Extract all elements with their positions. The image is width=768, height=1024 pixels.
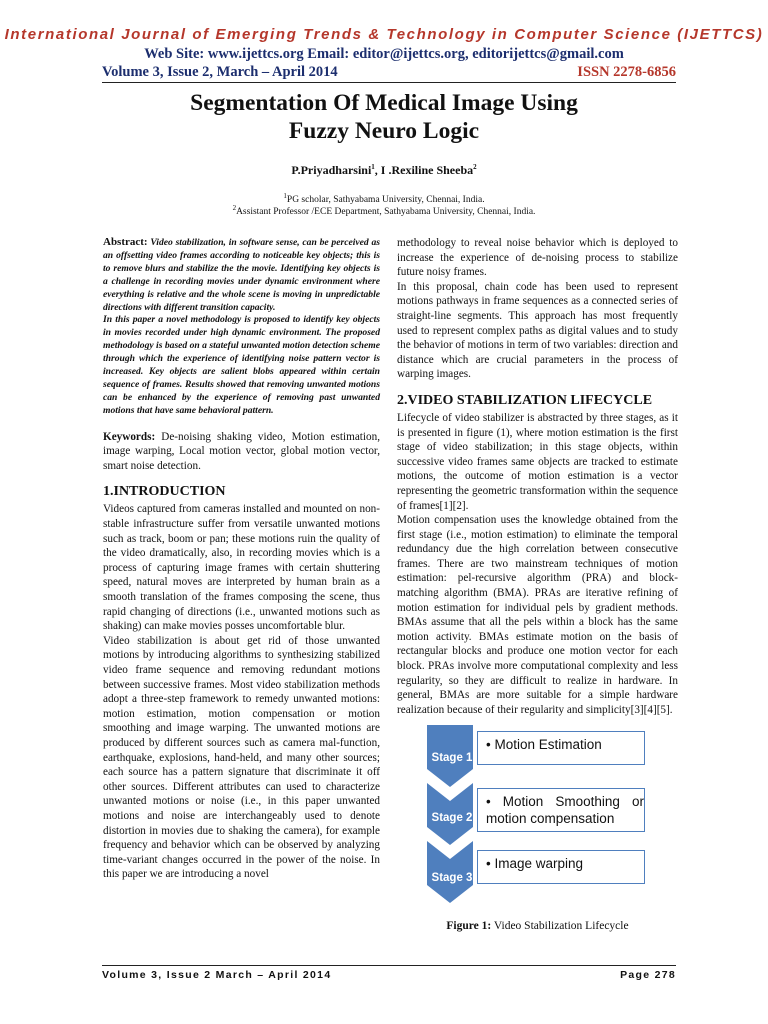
affiliation-2: $^2$Assistant Professor /ECE Department, Sathyabama University, Chennai, India. [232,203,536,217]
figure-caption [397,919,678,934]
stage-2-box: • Motion Smoothing or motion compensation [477,788,645,832]
footer [102,969,676,981]
keywords-label: Keywords: [103,430,156,443]
affiliation-1: $^1$PG scholar, Sathyabama University, Chennai, India. [283,191,485,205]
abstract-p2: In this paper a novel methodology is proposed to identify key objects in movies recorded under high dynamic environment. The proposed methodology is based on a stateful unwanted motion detection scheme through which the experience of identifying noise pattern vector is increased. Key objects are salient blobs appeared within certain sequence of frames. Results showed that removing unwanted motions can be enhanced by the experience of removing past unwanted motions that have same behavioral pattern. [103,314,380,416]
author-2-sup: 2 [473,163,477,171]
authors [0,163,768,178]
journal-website: Web Site: www.ijettcs.org Email: editor@ijettcs.org, editorijettcs@gmail.com [144,46,624,62]
paper-title [0,89,768,145]
volume-line [102,64,676,81]
figure-1 [427,725,647,915]
abstract-p1: Video stabilization, in software sense, can be perceived as an offsetting video frames according to noticeable key objects; this is to remove blurs and stabilize the the movie. Identifying key objects is a challenge in recording movies under dynamic environment where everything is relative and the whole scene is moving in unpredictable directions with different transition capacity. [103,237,381,313]
figure-caption-label: Figure 1: [446,920,492,933]
abstract-label: Abstract: [103,236,148,248]
stage-1-box: • Motion Estimation [477,731,645,765]
right-p4: Motion compensation uses the knowledge obtained from the first stage (i.e., motion estimation) to eliminate the temporal redundancy due the high correlation between consecutive frames. There are two mainstream techniques of motion estimation: pel-recursive algorithm (PRA) and block-matching algorithm (BMA). PRAs are iterative refining of motion estimation for individual pels by gradient methods. BMAs assume that all the pels within a block has the same motion activity. BMAs estimate motion on the basis of rectangular blocks and produce one motion vector for each block. PRAs involve more computational complexity and less regularity, so they are difficult to realize in hardware. In general, BMAs are more suitable for a simple hardware realization because of their regularity and simplicity[3][4][5]. [397,514,678,716]
journal-title: International Journal of Emerging Trends & Technology in Computer Science (IJETTCS) [4,26,764,43]
header-rule [102,82,676,83]
intro-p2: Video stabilization is about get rid of those unwanted motions by introducing algorithms to synthesizing stabilized video frame sequence and removing redundant motions between successive frames. Most video stabilization methods adopt a three-step framework to remedy unwanted motions: motion estimation, motion compensation or motion smoothing and image warping. The unwanted motions are produced by different sources such as camera mal-function, earthquake, explosions, hand-held, and many other sources; each source has a pattern signature that discriminate it off other sources. Different attributes can used to characterize unwanted motions or noise (i.e., in this paper unwanted motions and noise are interchangeably used to denote distortion in movies due to shaking the camera), for example frequency and behavior which can be observed by analyzing time-variant changes occurred in the power of the noise. In this paper we are introducing a novel [103,634,380,881]
author-1: P.Priyadharsini [291,163,372,177]
keywords-text: De-noising shaking video, Motion estimation, image warping, Local motion vector, global motion vector, smart noise detection. [103,430,380,472]
intro-heading: 1.INTRODUCTION [103,484,226,500]
footer-rule [102,965,676,966]
right-column [397,236,678,934]
figure-caption-text: Video Stabilization Lifecycle [491,920,629,933]
stage-3-box: • Image warping [477,850,645,884]
stage-2-label: Stage 2 [431,812,473,825]
volume-info: Volume 3, Issue 2, March – April 2014 [102,64,338,80]
stage-3-label: Stage 3 [431,872,473,885]
keywords [103,430,380,474]
author-2: , I .Rexiline Sheeba [374,163,474,177]
abstract [103,236,380,314]
page-number: Page 278 [620,969,676,981]
intro-p1: Videos captured from cameras installed and mounted on non-stable infrastructure suffer from versatile unwanted motions such as track, boom or pan; these motions ruin the quality of the video dramatically, also, in recording movies which is a process of capturing image frames with certain shuttering speed, natural moves are interpreted by human brain as a smooth translation of the frames composing the scene, thus rapid changing of directions (i.e., unwanted motions such as shaking) can make movies posses uncomfortable blur. [103,503,380,633]
paper-title-line1: Segmentation Of Medical Image Using [190,90,578,116]
left-column [103,236,380,882]
author-1-sup: 1 [371,163,375,171]
right-p1: methodology to reveal noise behavior which is deployed to increase the experience of de-noising process to stabilize future noisy frames. [397,237,678,279]
right-p3: Lifecycle of video stabilizer is abstracted by three stages, as it is presented in figure (1), where motion estimation is the first stage of video stabilization; in this stage objects, within successive video frames same objects are tracked to estimate motions, the outcome of motion estimation is a vector representing the geometric transformation within the sequence of frames[1][2]. [397,411,678,512]
affiliations [0,191,768,218]
stage-1-label: Stage 1 [431,752,473,765]
lifecycle-heading: 2.VIDEO STABILIZATION LIFECYCLE [397,392,653,408]
right-p2: In this proposal, chain code has been used to represent motions pathways in frame sequences as a connected series of straight-line segments. This approach has most frequently used to represent complex paths as digital values and to study the behavior of motions in term of two variables: direction and distance which are crucial parameters in the process of warping images. [397,280,678,381]
paper-title-line2: Fuzzy Neuro Logic [288,118,480,144]
footer-volume: Volume 3, Issue 2 March – April 2014 [102,969,332,981]
issn: ISSN 2278-6856 [577,64,676,80]
